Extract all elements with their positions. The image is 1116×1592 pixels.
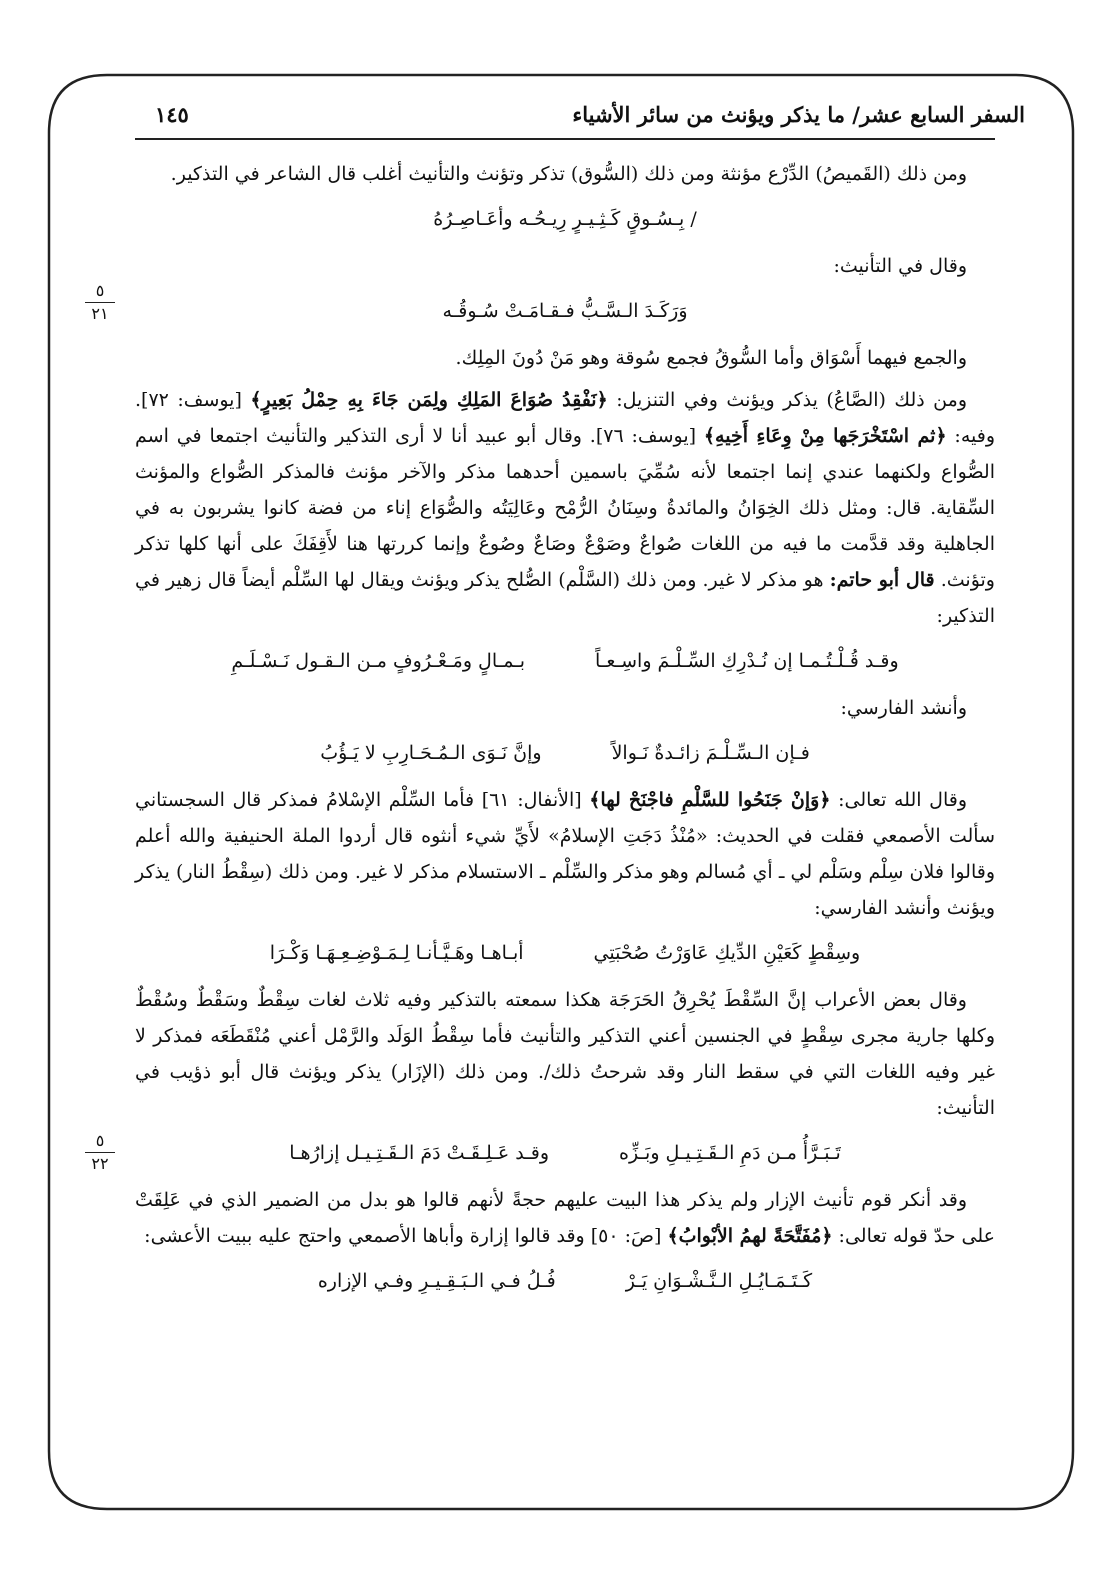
quran-quote: ﴿وَإنْ جَنَحُوا للسَّلْمِ فاجْنَحْ لها﴾ [589,789,831,811]
verse-couplet [135,736,995,770]
paragraph: والجمع فيهما أَسْوَاق وأما السُّوقُ فجمع سُوقة وهو مَنْ دُونَ المِلِك. [455,347,967,369]
quran-quote: ﴿ثم اسْتَخْرَجَها مِنْ وِعَاءِ أَخِيهِ﴾ [703,425,947,447]
paragraph: وأنشد الفارسي: [840,697,967,719]
verse-hemistich: فـإن الـسِّـلْـمَ زائـدةٌ نَـوالاً [611,742,810,764]
margin-note-folio [85,282,115,323]
paragraph: ومن ذلك (القَميصُ) الدِّرْع مؤنثة ومن ذلك (السُّوق) تذكر وتؤنث والتأنيث أغلب قال الشاعر في التذكير. [170,163,967,185]
text-run: وقال الله تعالى: [830,789,967,811]
page [135,92,1025,1310]
text-run: [صَ: ٥٠] وقد قالوا إزارة وأباها الأصمعي واحتج عليه ببيت الأعشى: [144,1225,662,1247]
verse-couplet [135,1136,995,1170]
margin-note-top: ٥ [95,1131,105,1150]
bold-run: قال أبو حاتم: [829,569,935,591]
quran-quote: ﴿نَفْقِدُ صُوَاعَ المَلِكِ ولِمَن جَاءَ بِهِ حِمْلُ بَعِيرٍ﴾ [250,389,608,411]
margin-note-rule [85,1152,115,1153]
margin-note-rule [85,302,115,303]
verse-hemistich: كَـتَـمَـايُـلِ الـنَّـشْـوَانِ يَـرْ [625,1270,813,1292]
page-body [135,156,995,1298]
text-run: [يوسف: ٧٦]. وقال أبو عبيد أنا لا أرى التذكير والتأنيث اجتمعا في اسم الصُّواع ولكنهما عندي إنما اجتمعا لأنه سُمِّيَ باسمين أحدهما مذكر والآخر مؤنث فالمذكر الصُّواع والمؤنث السِّقاية. قال: ومثل ذلك الخِوَانُ والمائدةُ وسِنَانُ الرُّمْح وعَالِيَتُه والصُّوَاع إناء من فضة كانوا يشربون به في الجاهلية وقد قدَّمت ما فيه من اللغات صُواعٌ وصَوْعٌ وصَاعٌ وصُوعٌ وإنما كررتها هنا لأَقِفَكَ على أنها كلها تذكر وتؤنث. [135,425,995,591]
verse-hemistich: وقـد عَـلِـقَـتْ دَمَ الـقَـتِـيـل إزارُهـا [289,1142,550,1164]
margin-note-folio [85,1132,115,1173]
page-number: ١٤٥ [155,102,189,127]
text-run: [الأنفال: ٦١] فأما السِّلْم الإسْلامُ فمذكر قال السجستاني سألت الأصمعي فقلت في الحديث: «مُنْذُ دَجَتِ الإسلامُ» لأَيِّ شيء أنثوه قال أردوا الملة الحنيفية والله أعلم وقالوا فلان سِلْم وسَلْم لي ـ أي مُسالم وهو مذكر والسِّلْم ـ الاستسلام مذكر لا غير. ومن ذلك (سِقْطُ النار) يذكر ويؤنث وأنشد الفارسي: [135,789,995,919]
verse-hemistich: أبـاهـا وهَـيَّـأنـا لِـمَـوْضِـعِـهَـا وَكْـرَا [269,942,524,964]
paragraph: وقال بعض الأعراب إنَّ السِّقْطَ يُحْرِقُ الحَرَجَة هكذا سمعته بالتذكير وفيه ثلاث لغات سِقْطٌ وسَقْطٌ وسُقْطٌ وكلها جارية مجرى سِقْطٍ في الجنسين أعني التذكير والتأنيث فأما سِقْطُ الوَلَد والرَّمْل أعني مُنْقَطَعَه فمذكر لا غير وفيه اللغات التي في سقط النار وقد شرحتُ ذلك/. ومن ذلك (الإزَار) يذكر ويؤنث قال أبو ذؤيب في التأنيث: [135,989,995,1119]
quran-quote: ﴿مُفَتَّحَةً لهمُ الأبْوابُ﴾ [667,1225,833,1247]
verse-hemistich: وقـد قُـلْـتُـمـا إن نُـدْرِكِ السِّـلْـمَ واسِـعـاً [595,650,899,672]
verse-hemistich: تَـبَـرَّأُ مـن دَمِ الـقَـتِـيـلِ وبَـزِّه [619,1142,841,1164]
text-run: هو مذكر لا غير. ومن ذلك (السَّلْم) الصُّلح يذكر ويؤنث ويقال لها السِّلْم أيضاً قال زهير في التذكير: [135,569,995,627]
header-title: السفر السابع عشر/ ما يذكر ويؤنث من سائر الأشياء [572,102,1025,127]
verse-hemistich: وسِقْطٍ كَعَيْنِ الدِّيكِ عَاوَرْتُ صُحْبَتِي [593,942,861,964]
text-run: وقد أنكر قوم تأنيث الإزار ولم يذكر هذا البيت عليهم حجةً لأنهم قالوا هو بدل من الضمير الذي في عَلِقَتْ على حدّ قوله تعالى: [135,1189,995,1247]
verse-couplet [135,936,995,970]
running-header [135,92,1025,140]
verse-couplet [135,1264,995,1298]
verse-hemistich: وإنَّ نَـوَى الـمُـحَـارِبِ لا يَـؤُبُ [320,742,542,764]
verse: / بِـسُـوقٍ كَـثِـيـرٍ رِيـحُـه وأعَـاصِـرُهُ [433,208,697,230]
margin-note-bottom: ٢١ [91,304,109,323]
paragraph [135,782,995,926]
verse-couplet [135,644,995,678]
verse-hemistich: فُـلُ فـي الـبَـقِـيـرِ وفـي الإزاره [317,1270,556,1292]
margin-note-bottom: ٢٢ [91,1154,109,1173]
text-run: ومن ذلك (الصَّاعُ) يذكر ويؤنث وفي التنزيل: [607,389,968,411]
paragraph: وقال في التأنيث: [833,255,967,277]
text-run: [يوسف: ٧٢]. وفيه: [135,389,996,447]
verse-hemistich: بـمـالٍ ومَـعْـرُوفٍ مـن الـقـول نَـسْـلَـمِ [231,650,526,672]
paragraph [135,1182,995,1254]
margin-note-top: ٥ [95,281,105,300]
verse: وَرَكَـدَ الـسَّـبُّ فـقـامَـتْ سُـوقُـه [442,300,688,322]
paragraph [135,382,995,634]
